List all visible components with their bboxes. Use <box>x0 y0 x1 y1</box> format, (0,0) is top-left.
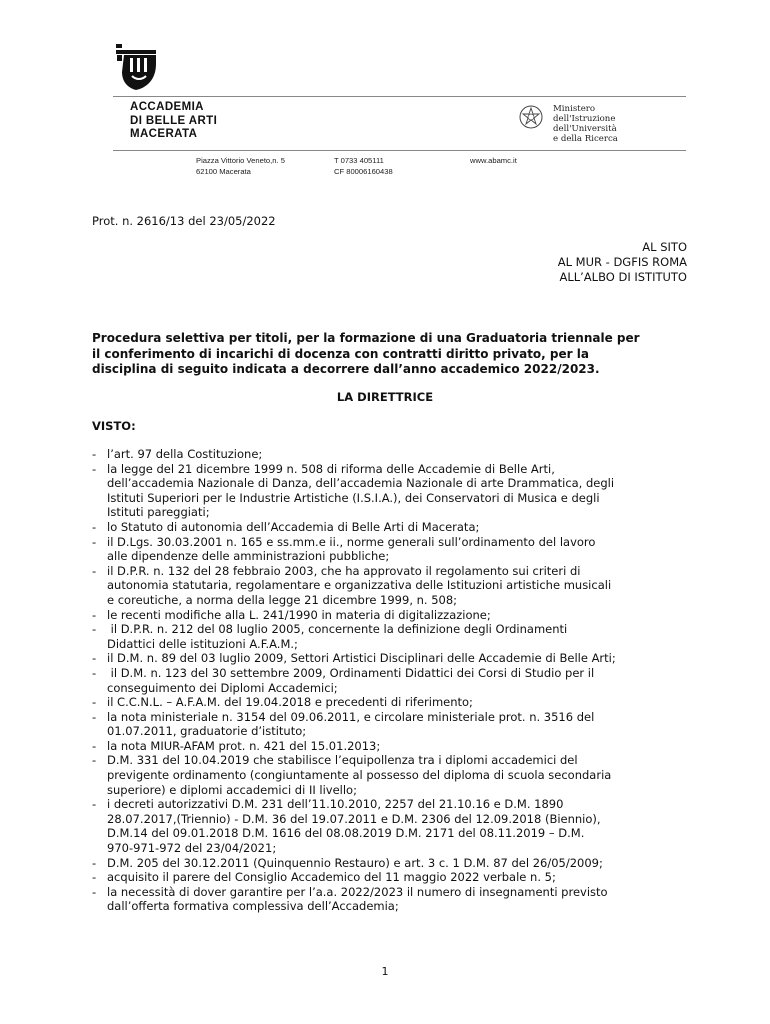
list-bullet: - <box>92 622 97 637</box>
list-item-line: lo Statuto di autonomia dell’Accademia di Belle Arti di Macerata; <box>107 519 480 534</box>
list-item-line: le recenti modifiche alla L. 241/1990 in materia di digitalizzazione; <box>107 607 491 622</box>
list-item <box>92 695 690 710</box>
recipient: AL SITO <box>642 240 687 254</box>
list-item-line: i decreti autorizzativi D.M. 231 dell’11.10.2010, 2257 del 21.10.16 e D.M. 1890 <box>107 797 564 812</box>
list-bullet: - <box>92 447 97 461</box>
list-bullet: - <box>92 695 97 710</box>
list-item <box>92 856 690 871</box>
list-item-line: il D.Lgs. 30.03.2001 n. 165 e ss.mm.e ii., norme generali sull’ordinamento del lavoro <box>107 534 596 549</box>
protocol-number: Prot. n. 2616/13 del 23/05/2022 <box>92 214 276 228</box>
list-bullet: - <box>92 870 97 885</box>
list-item <box>92 535 690 564</box>
list-item-line: dall’offerta formativa complessiva dell’Accademia; <box>107 899 399 914</box>
list-item-line: l’art. 97 della Costituzione; <box>107 447 263 461</box>
list-item-line: il D.M. n. 123 del 30 settembre 2009, Ordinamenti Didattici dei Corsi di Studio per il <box>107 665 595 680</box>
list-bullet: - <box>92 665 97 680</box>
list-item <box>92 608 690 623</box>
academy-logo-icon <box>114 42 158 92</box>
contact-phone: T 0733 405111 CF 80006160438 <box>334 156 393 176</box>
recipient: AL MUR - DGFIS ROMA <box>557 255 687 269</box>
contact-website: www.abamc.it <box>470 156 517 165</box>
list-item <box>92 622 690 651</box>
list-item-line: autonomia statutaria, regolamentare e organizzativa delle Istituzioni artistiche musicali <box>107 578 612 593</box>
list-item-line: previgente ordinamento (congiuntamente al possesso del diploma di scuola secondaria <box>107 768 612 783</box>
contact-address: Piazza Vittorio Veneto,n. 5 62100 Macerata <box>196 156 285 176</box>
list-item <box>92 870 690 885</box>
list-item <box>92 447 690 462</box>
page-number: 1 <box>381 965 389 978</box>
list-bullet: - <box>92 607 97 622</box>
list-item <box>92 462 690 520</box>
list-bullet: - <box>92 563 97 578</box>
list-item-line: acquisito il parere del Consiglio Accademico del 11 maggio 2022 verbale n. 5; <box>107 870 556 885</box>
director-heading: LA DIRETTRICE <box>336 390 434 404</box>
list-bullet: - <box>92 519 97 534</box>
header-divider-top <box>113 96 686 97</box>
list-item <box>92 885 690 914</box>
list-item-line: Didattici delle istituzioni A.F.A.M.; <box>107 636 298 651</box>
list-item <box>92 710 690 739</box>
list-item-line: il D.P.R. n. 212 del 08 luglio 2005, concernente la definizione degli Ordinamenti <box>107 622 568 637</box>
list-bullet: - <box>92 753 97 768</box>
list-bullet: - <box>92 855 97 870</box>
list-item-line: e coreutiche, a norma della legge 21 dicembre 1999, n. 508; <box>107 592 458 607</box>
visto-list <box>92 447 690 914</box>
list-bullet: - <box>92 884 97 899</box>
list-item-line: 28.07.2017,(Triennio) - D.M. 36 del 19.07.2011 e D.M. 2306 del 12.09.2018 (Biennio), <box>107 811 601 826</box>
list-item-line: conseguimento dei Diplomi Accademici; <box>107 680 338 695</box>
list-bullet: - <box>92 461 97 476</box>
list-item-line: la nota MIUR-AFAM prot. n. 421 del 15.01.2013; <box>107 738 381 753</box>
header-divider-bottom <box>113 150 686 151</box>
list-bullet: - <box>92 534 97 549</box>
list-item-line: D.M. 205 del 30.12.2011 (Quinquennio Restauro) e art. 3 c. 1 D.M. 87 del 26/05/2009; <box>107 855 603 870</box>
list-item <box>92 753 690 797</box>
list-item-line: la necessità di dover garantire per l’a.a. 2022/2023 il numero di insegnamenti previsto <box>107 884 608 899</box>
list-item-line: 01.07.2011, graduatorie d’istituto; <box>107 724 307 739</box>
list-item-line: D.M.14 del 09.01.2018 D.M. 1616 del 08.08.2019 D.M. 2171 del 08.11.2019 – D.M. <box>107 826 585 841</box>
visto-heading: VISTO: <box>92 419 136 433</box>
list-item <box>92 666 690 695</box>
list-bullet: - <box>92 738 97 753</box>
list-bullet: - <box>92 709 97 724</box>
list-item-line: Istituti pareggiati; <box>107 505 210 520</box>
list-item-line: Istituti Superiori per le Industrie Artistiche (I.S.I.A.), dei Conservatori di Musica e degli <box>107 490 600 505</box>
list-item-line: dell’accademia Nazionale di Danza, dell’accademia Nazionale di arte Drammatica, degli <box>107 476 615 491</box>
republic-emblem-icon <box>518 104 544 130</box>
academy-name: ACCADEMIA DI BELLE ARTI MACERATA <box>130 101 218 140</box>
list-item-line: il D.M. n. 89 del 03 luglio 2009, Settori Artistici Disciplinari delle Accademie di Belle Arti; <box>107 651 616 666</box>
list-bullet: - <box>92 651 97 666</box>
list-item-line: il C.C.N.L. – A.F.A.M. del 19.04.2018 e precedenti di riferimento; <box>107 695 473 710</box>
list-item-line: 970-971-972 del 23/04/2021; <box>107 841 277 856</box>
list-item <box>92 739 690 754</box>
list-bullet: - <box>92 797 97 812</box>
list-item <box>92 564 690 608</box>
ministry-name: Ministero dell'Istruzione dell'Università e della Ricerca <box>553 104 618 144</box>
list-item-line: D.M. 331 del 10.04.2019 che stabilisce l’equipollenza tra i diplomi accademici del <box>107 753 578 768</box>
list-item-line: la legge del 21 dicembre 1999 n. 508 di riforma delle Accademie di Belle Arti, <box>107 461 555 476</box>
list-item-line: superiore) e diplomi accademici di II livello; <box>107 782 357 797</box>
list-item-line: la nota ministeriale n. 3154 del 09.06.2011, e circolare ministeriale prot. n. 3516 del <box>107 709 595 724</box>
list-item <box>92 651 690 666</box>
recipient: ALL’ALBO DI ISTITUTO <box>559 270 687 284</box>
list-item <box>92 520 690 535</box>
list-item-line: alle dipendenze delle amministrazioni pubbliche; <box>107 549 390 564</box>
list-item <box>92 797 690 855</box>
recipients-block <box>558 240 687 285</box>
document-title: Procedura selettiva per titoli, per la formazione di una Graduatoria triennale per il conferimento di incarichi di docenza con contratti diritto privato, per la disciplina di seguito indicata a decorrere dall’anno accademico 2022/2023. <box>92 331 640 376</box>
list-item-line: il D.P.R. n. 132 del 28 febbraio 2003, che ha approvato il regolamento sui criteri di <box>107 563 581 578</box>
